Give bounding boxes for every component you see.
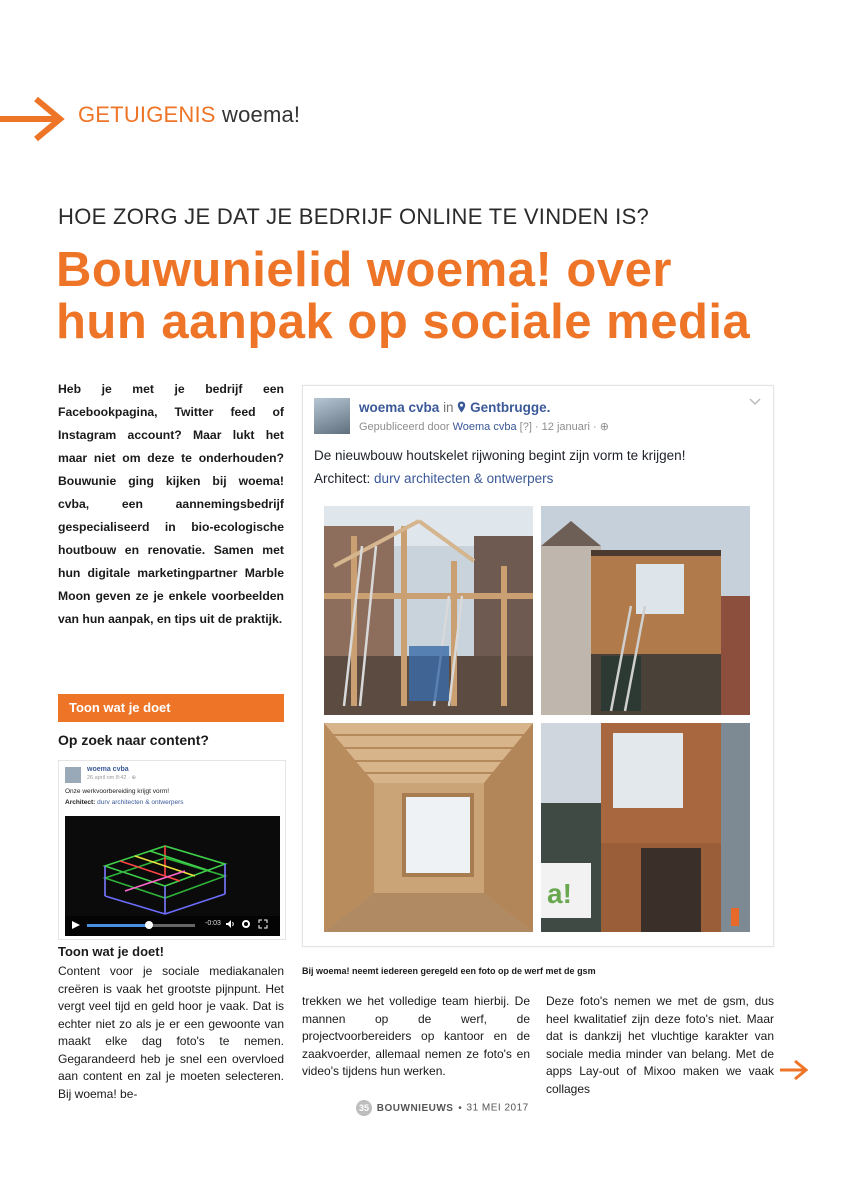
wireframe-model-image <box>65 816 280 936</box>
architect-link[interactable]: durv architecten & ontwerpers <box>374 471 554 486</box>
published-by-link[interactable]: Woema cvba <box>452 421 517 433</box>
video-time: -0:03 <box>205 920 221 927</box>
mini-architect-link[interactable]: durv architecten & ontwerpers <box>97 799 184 806</box>
mini-facebook-post <box>58 760 286 940</box>
settings-icon[interactable] <box>241 919 251 929</box>
video-progress[interactable] <box>87 924 195 927</box>
post-meta-rest: [?] · 12 januari · ⊕ <box>519 421 609 433</box>
play-icon[interactable] <box>71 920 81 930</box>
published-by-label: Gepubliceerd door <box>359 421 450 433</box>
body-column-2: trekken we het volledige team hierbij. De mannen op de werf, de projectvoorbereiders op kantoor en de zaakvoerder, allemaal nemen ze foto's en video's tijdens hun werken. <box>302 994 530 1078</box>
body-column-1: Content voor je sociale mediakanalen creëren is vaak het grootste pijnpunt. Het vergt veel tijd en geld hoor je vaak. Dat is echter niet zo als je er een gewoonte van maakt elke dag foto's te nemen. Gegarandeerd heb je snel een overvloed aan content en zal je moeten selecteren. Bij woema! be- <box>58 964 284 1101</box>
avatar <box>65 767 81 783</box>
fullscreen-icon[interactable] <box>258 919 268 929</box>
photo-facade-banner[interactable] <box>541 723 750 932</box>
mini-architect-label: Architect: <box>65 799 96 806</box>
volume-icon[interactable] <box>225 919 235 929</box>
post-author[interactable]: woema cvba <box>359 400 440 415</box>
avatar <box>314 398 350 434</box>
mini-post-name: woema cvba <box>87 766 129 773</box>
facebook-post <box>302 385 774 947</box>
intro-paragraph: Heb je met je bedrijf een Facebookpagina, Twitter feed of Instagram account? Maar lukt het maar niet om deze te onderhouden? Bouwunie ging kijken bij woema! cvba, een aannemingsbedrijf gespecialiseerd in bio-ecologische houtbouw en renovatie. Samen met hun digitale marketingpartner Marble Moon geven ze je enkele voorbeelden van hun aanpak, en tips uit de praktijk. <box>58 382 284 626</box>
body-column-3: Deze foto's nemen we met de gsm, dus heel kwalitatief zijn deze foto's niet. Maar dat is dankzij het vluchtige karakter van sociale media minder van belang. Met de apps Lay-out of Mixoo maken we vaak collages <box>546 994 774 1096</box>
section-brand: woema! <box>222 102 301 127</box>
page-footer <box>356 1100 529 1116</box>
photo-cladding-exterior[interactable] <box>541 506 750 715</box>
location-pin-icon <box>457 401 466 413</box>
body-heading: Toon wat je doet! <box>58 944 164 959</box>
issue-date: 31 MEI 2017 <box>466 1102 529 1114</box>
section-keyword: GETUIGENIS <box>78 102 216 127</box>
magazine-name: BOUWNIEUWS <box>376 1102 454 1114</box>
post-in-word: in <box>443 400 454 415</box>
chevron-down-icon[interactable] <box>749 398 761 406</box>
continue-arrow-icon <box>780 1058 810 1082</box>
sidebar-title-bar <box>58 694 284 722</box>
video-player[interactable] <box>65 816 280 936</box>
section-label <box>78 102 300 128</box>
mini-post-text: Onze werkvoorbereiding krijgt vorm! <box>65 788 170 795</box>
post-meta <box>359 420 609 433</box>
photo-caption: Bij woema! neemt iedereen geregeld een foto op de werf met de gsm <box>302 966 596 976</box>
post-architect-line <box>314 471 553 486</box>
sidebar-subheading: Op zoek naar content? <box>58 732 209 748</box>
arrow-right-icon <box>0 96 72 142</box>
article-subtitle: HOE ZORG JE DAT JE BEDRIJF ONLINE TE VINDEN IS? <box>58 204 650 229</box>
footer-separator: • <box>458 1102 462 1114</box>
post-author-line: woema cvba in Gentbrugge. <box>359 400 551 415</box>
page-number: 35 <box>356 1100 372 1116</box>
article-headline <box>56 244 836 348</box>
mini-post-meta: 26 april om 8:42 · ⊕ <box>87 775 136 781</box>
mini-post-architect <box>65 799 184 806</box>
headline-line-1: Bouwunielid woema! over <box>56 243 672 297</box>
banner-logo-text: a! <box>547 878 572 909</box>
photo-interior-osb[interactable] <box>324 723 533 932</box>
post-location[interactable]: Gentbrugge <box>470 400 547 415</box>
photo-timber-frame[interactable] <box>324 506 533 715</box>
architect-label: Architect: <box>314 471 371 486</box>
sidebar-title: Toon wat je doet <box>69 700 171 715</box>
headline-line-2: hun aanpak op sociale media <box>56 295 751 349</box>
post-text: De nieuwbouw houtskelet rijwoning begint zijn vorm te krijgen! <box>314 448 686 463</box>
